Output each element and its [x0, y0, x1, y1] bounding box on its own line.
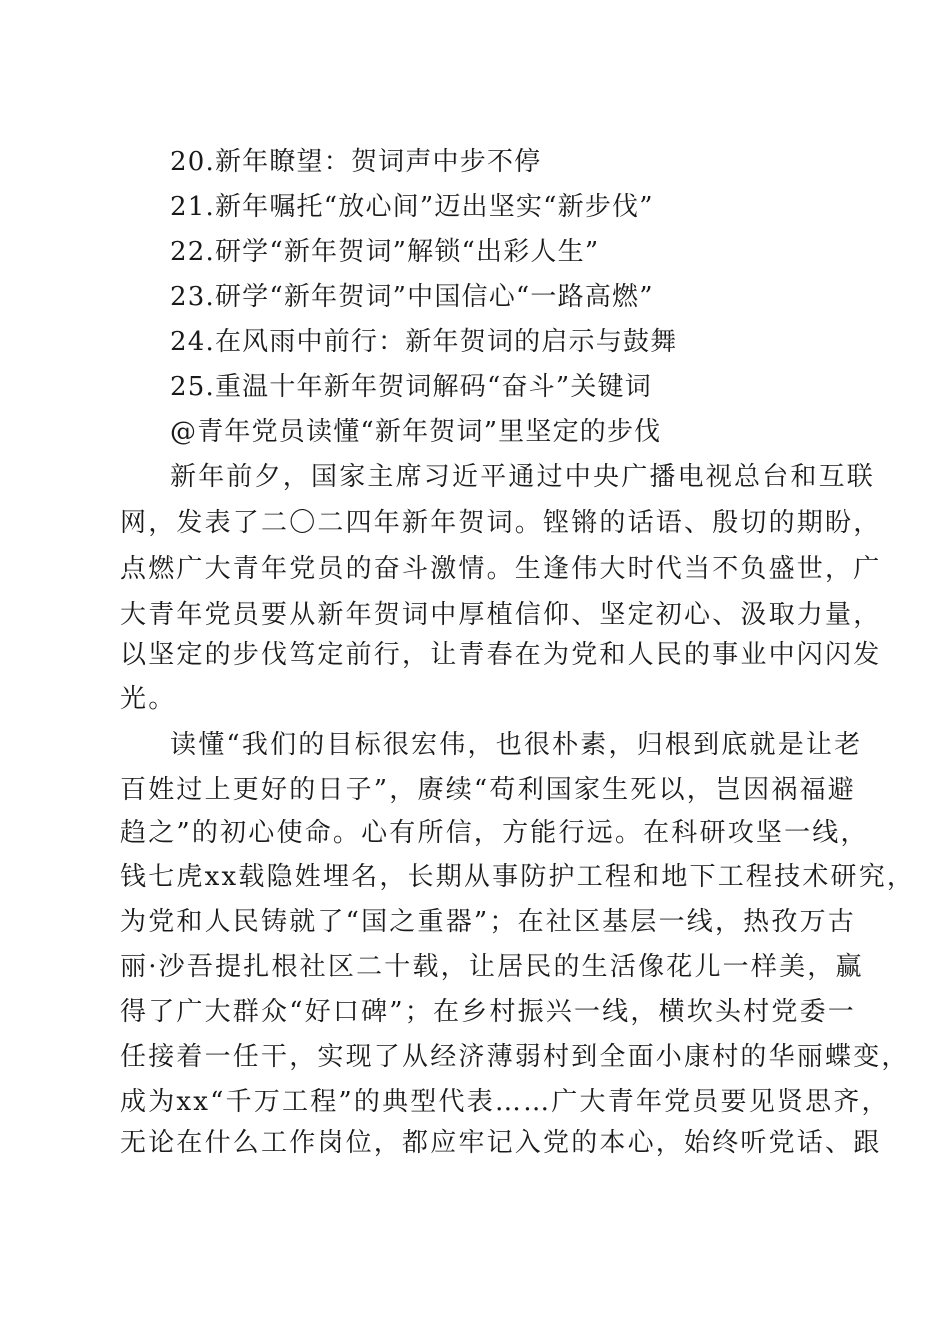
paragraph-2-line: 钱七虎xx载隐姓埋名，长期从事防护工程和地下工程技术研究，: [120, 862, 916, 892]
paragraph-2-line: 丽·沙吾提扎根社区二十载，让居民的生活像花儿一样美，赢: [120, 952, 864, 982]
list-item: 20.新年瞭望：贺词声中步不停: [170, 147, 542, 177]
paragraph-2-line: 百姓过上更好的日子”，赓续“苟利国家生死以，岂因祸福避: [120, 775, 856, 805]
paragraph-2-line: 趋之”的初心使命。心有所信，方能行远。在科研攻坚一线，: [120, 818, 869, 848]
article-title: @青年党员读懂“新年贺词”里坚定的步伐: [170, 417, 662, 447]
paragraph-1-line: 光。: [120, 684, 177, 714]
list-item: 22.研学“新年贺词”解锁“出彩人生”: [170, 237, 600, 267]
paragraph-1-line: 点燃广大青年党员的奋斗激情。生逢伟大时代当不负盛世，广: [120, 554, 882, 584]
paragraph-1-line: 网，发表了二〇二四年新年贺词。铿锵的话语、殷切的期盼，: [120, 508, 882, 538]
list-item: 24.在风雨中前行：新年贺词的启示与鼓舞: [170, 327, 678, 357]
list-item: 25.重温十年新年贺词解码“奋斗”关键词: [170, 372, 652, 402]
paragraph-1-line: 新年前夕，国家主席习近平通过中央广播电视总台和互联: [170, 462, 876, 492]
paragraph-2-line: 为党和人民铸就了“国之重器”；在社区基层一线，热孜万古: [120, 907, 856, 937]
list-item: 23.研学“新年贺词”中国信心“一路高燃”: [170, 282, 654, 312]
paragraph-2-line: 无论在什么工作岗位，都应牢记入党的本心，始终听党话、跟: [120, 1128, 882, 1158]
paragraph-2-line: 读懂“我们的目标很宏伟，也很朴素，归根到底就是让老: [170, 730, 863, 760]
list-item: 21.新年嘱托“放心间”迈出坚实“新步伐”: [170, 192, 654, 222]
paragraph-2-line: 成为xx“千万工程”的典型代表……广大青年党员要见贤思齐，: [120, 1087, 890, 1117]
paragraph-2-line: 任接着一任干，实现了从经济薄弱村到全面小康村的华丽蝶变，: [120, 1042, 910, 1072]
paragraph-1-line: 大青年党员要从新年贺词中厚植信仰、坚定初心、汲取力量，: [120, 600, 882, 630]
paragraph-2-line: 得了广大群众“好口碑”；在乡村振兴一线，横坎头村党委一: [120, 997, 856, 1027]
paragraph-1-line: 以坚定的步伐笃定前行，让青春在为党和人民的事业中闪闪发: [120, 640, 882, 670]
